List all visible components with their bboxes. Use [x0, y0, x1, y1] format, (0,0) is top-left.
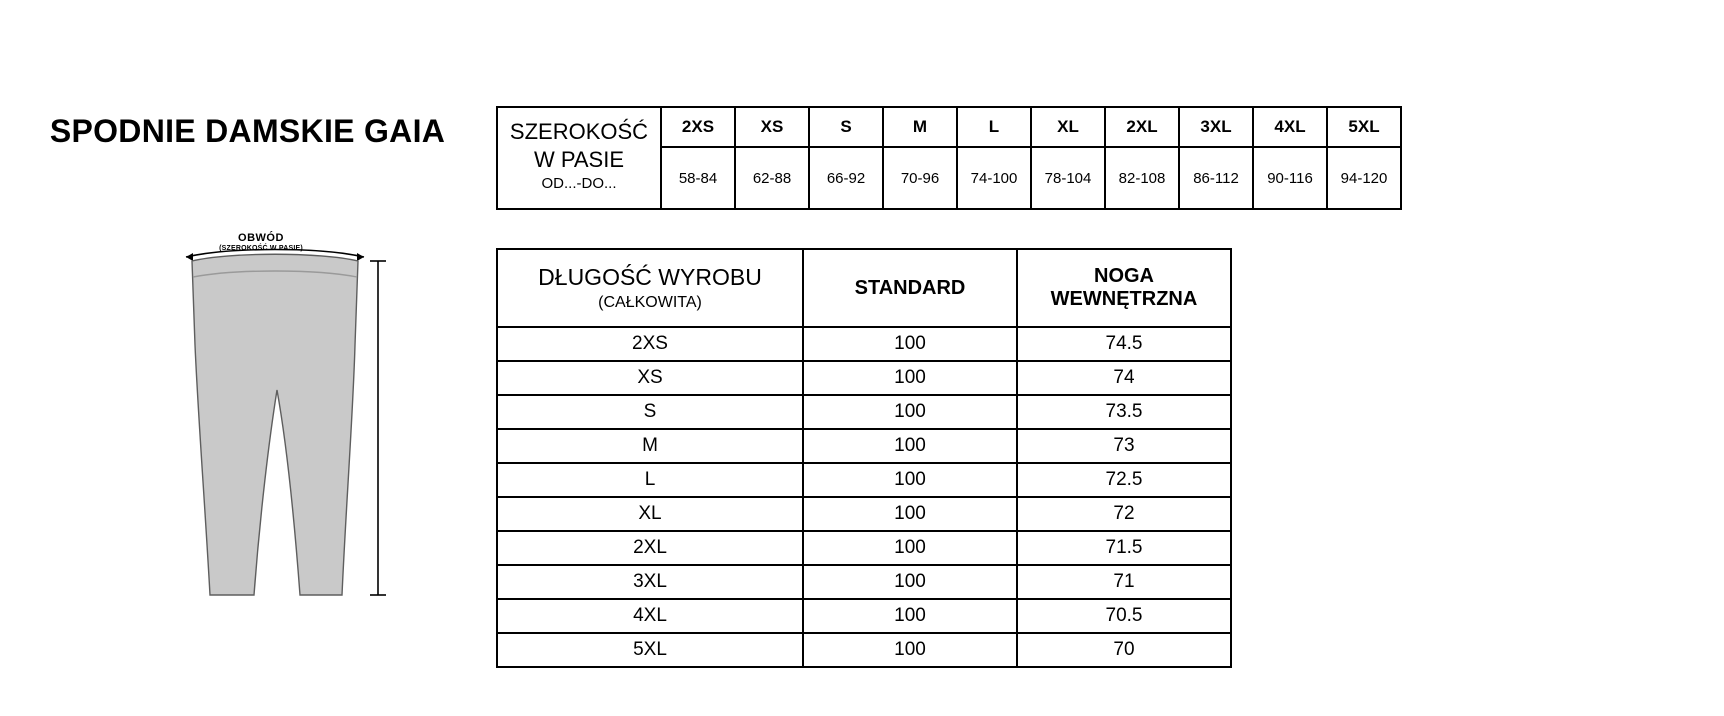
inner-leg-cell: 73 — [1017, 429, 1231, 463]
waist-value-cell: 62-88 — [735, 147, 809, 209]
size-cell: 4XL — [497, 599, 803, 633]
waist-measure-sublabel: (SZEROKOŚĆ W PASIE) — [219, 245, 303, 252]
standard-cell: 100 — [803, 327, 1017, 361]
size-cell: L — [497, 463, 803, 497]
page-title: SPODNIE DAMSKIE GAIA — [49, 113, 446, 149]
waist-label-line2: W PASIE — [533, 146, 625, 172]
standard-cell: 100 — [803, 633, 1017, 667]
size-cell: 5XL — [497, 633, 803, 667]
standard-cell: 100 — [803, 463, 1017, 497]
inner-leg-cell: 70.5 — [1017, 599, 1231, 633]
length-header-subtitle: (CAŁKOWITA) — [598, 293, 702, 311]
womens-pants-illustration — [150, 225, 400, 620]
size-header-cell: 2XL — [1105, 107, 1179, 147]
standard-cell: 100 — [803, 429, 1017, 463]
length-table-header-standard: STANDARD — [803, 249, 1017, 327]
inner-leg-cell: 71.5 — [1017, 531, 1231, 565]
table-row — [497, 395, 1231, 429]
product-illustration-panel — [0, 0, 495, 716]
standard-cell: 100 — [803, 531, 1017, 565]
waist-width-table — [496, 106, 1402, 210]
waist-measure-label-text: OBWÓD — [238, 232, 284, 244]
size-header-cell: 4XL — [1253, 107, 1327, 147]
inner-leg-cell: 73.5 — [1017, 395, 1231, 429]
size-cell: S — [497, 395, 803, 429]
size-cell: M — [497, 429, 803, 463]
table-row — [497, 361, 1231, 395]
waist-value-cell: 94-120 — [1327, 147, 1401, 209]
inner-leg-cell: 70 — [1017, 633, 1231, 667]
table-row — [497, 531, 1231, 565]
standard-cell: 100 — [803, 565, 1017, 599]
waist-table-row-label — [497, 107, 661, 209]
standard-cell: 100 — [803, 599, 1017, 633]
inner-leg-cell: 72 — [1017, 497, 1231, 531]
size-cell: 2XS — [497, 327, 803, 361]
size-header-cell: 3XL — [1179, 107, 1253, 147]
size-header-cell: XS — [735, 107, 809, 147]
waist-value-cell: 82-108 — [1105, 147, 1179, 209]
table-row-header — [497, 107, 1401, 147]
size-header-cell: L — [957, 107, 1031, 147]
size-header-cell: S — [809, 107, 883, 147]
table-row — [497, 497, 1231, 531]
size-cell: XL — [497, 497, 803, 531]
waist-label-line1: SZEROKOŚĆ — [509, 119, 649, 145]
standard-cell: 100 — [803, 361, 1017, 395]
table-row — [497, 463, 1231, 497]
standard-cell: 100 — [803, 497, 1017, 531]
table-row — [497, 565, 1231, 599]
length-table-header-inner-leg: NOGA WEWNĘTRZNA — [1017, 249, 1231, 327]
inner-leg-cell: 74.5 — [1017, 327, 1231, 361]
length-table-header-left — [497, 249, 803, 327]
table-row — [497, 429, 1231, 463]
inner-leg-cell: 74 — [1017, 361, 1231, 395]
table-row — [497, 633, 1231, 667]
size-header-cell: M — [883, 107, 957, 147]
table-row-header — [497, 249, 1231, 327]
length-header-title: DŁUGOŚĆ WYROBU — [538, 263, 762, 290]
waist-value-cell: 86-112 — [1179, 147, 1253, 209]
waist-value-cell: 66-92 — [809, 147, 883, 209]
size-header-cell: 2XS — [661, 107, 735, 147]
waist-value-cell: 90-116 — [1253, 147, 1327, 209]
table-row — [497, 327, 1231, 361]
waist-value-cell: 78-104 — [1031, 147, 1105, 209]
inner-leg-cell: 71 — [1017, 565, 1231, 599]
waist-value-cell: 58-84 — [661, 147, 735, 209]
size-cell: 2XL — [497, 531, 803, 565]
size-header-cell: 5XL — [1327, 107, 1401, 147]
size-cell: XS — [497, 361, 803, 395]
size-cell: 3XL — [497, 565, 803, 599]
waist-value-cell: 74-100 — [957, 147, 1031, 209]
waist-label-line3: OD...-DO... — [541, 175, 617, 193]
length-table — [496, 248, 1232, 668]
table-row — [497, 599, 1231, 633]
size-header-cell: XL — [1031, 107, 1105, 147]
waist-value-cell: 70-96 — [883, 147, 957, 209]
standard-cell: 100 — [803, 395, 1017, 429]
inner-leg-cell: 72.5 — [1017, 463, 1231, 497]
